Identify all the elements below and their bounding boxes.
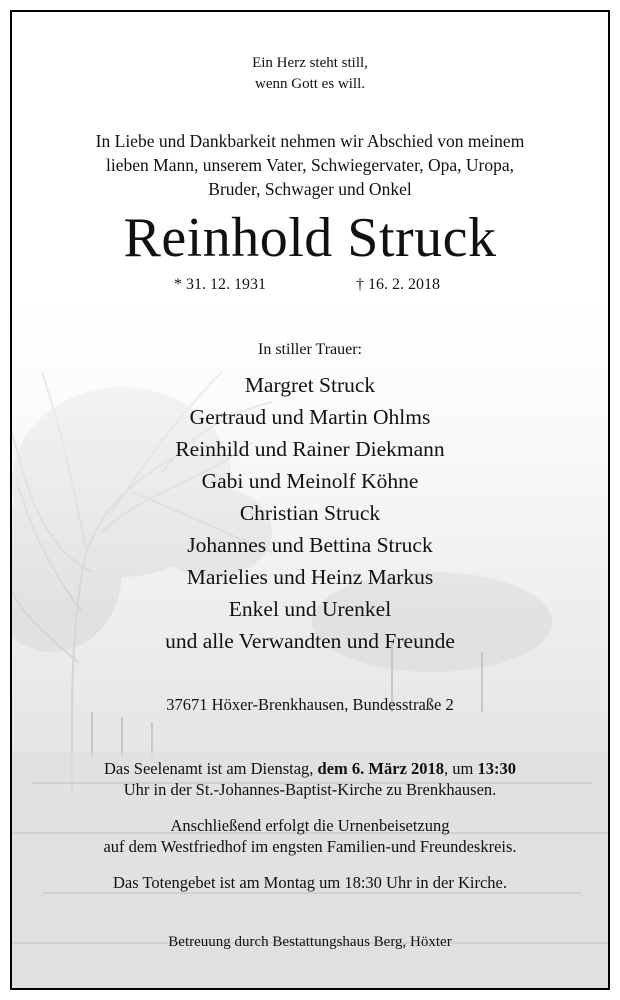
- mourner-1: Margret Struck: [244, 373, 376, 397]
- service-time: 13:30: [477, 759, 516, 778]
- prayer-info: Das Totengebet ist am Montag um 18:30 Uhr in der Kirche.: [112, 873, 507, 892]
- service-line-1: [12, 758, 608, 779]
- mourner-5: Christian Struck: [239, 501, 381, 525]
- intro-line-1: In Liebe und Dankbarkeit nehmen wir Abschied von meinem: [95, 131, 525, 151]
- undertaker-info: Betreuung durch Bestattungshaus Berg, Höxter: [168, 934, 452, 950]
- motto-line-2: wenn Gott es will.: [255, 76, 365, 92]
- intro-line-2: lieben Mann, unserem Vater, Schwiegervater, Opa, Uropa,: [106, 155, 514, 175]
- address: 37671 Höxer-Brenkhausen, Bundesstraße 2: [166, 695, 454, 714]
- birth-date: * 31. 12. 1931: [174, 276, 266, 293]
- urn-line-2: auf dem Westfriedhof im engsten Familien-und Freundeskreis.: [103, 837, 517, 856]
- service-line-2: Uhr in der St.-Johannes-Baptist-Kirche zu Brenkhausen.: [123, 780, 497, 799]
- obituary-text: [12, 12, 608, 988]
- service-text-a: Das Seelenamt ist am Dienstag,: [104, 759, 318, 778]
- mourner-9: und alle Verwandten und Freunde: [165, 629, 455, 653]
- mourner-8: Enkel und Urenkel: [228, 597, 392, 621]
- deceased-name: Reinhold Struck: [123, 207, 497, 269]
- mourning-heading: In stiller Trauer:: [258, 341, 362, 358]
- mourner-3: Reinhild und Rainer Diekmann: [175, 437, 445, 461]
- motto-line-1: Ein Herz steht still,: [252, 55, 368, 71]
- mourner-6: Johannes und Bettina Struck: [187, 533, 433, 557]
- intro-line-3: Bruder, Schwager und Onkel: [208, 179, 412, 199]
- service-date: dem 6. März 2018: [317, 759, 445, 778]
- mourner-4: Gabi und Meinolf Köhne: [201, 469, 419, 493]
- death-date: † 16. 2. 2018: [356, 276, 440, 293]
- service-text-c: , um: [444, 759, 478, 778]
- obituary-frame: [10, 10, 610, 990]
- mourner-2: Gertraud und Martin Ohlms: [189, 405, 431, 429]
- mourner-7: Marielies und Heinz Markus: [186, 565, 434, 589]
- urn-line-1: Anschließend erfolgt die Urnenbeisetzung: [170, 816, 450, 835]
